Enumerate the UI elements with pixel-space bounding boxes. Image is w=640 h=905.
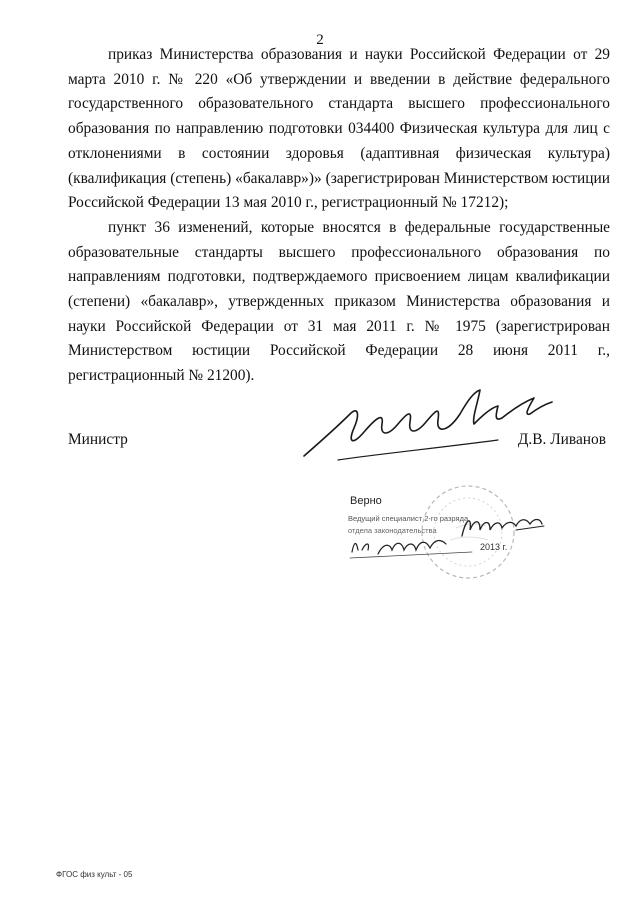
minister-name: Д.В. Ливанов (517, 431, 606, 448)
paragraph-1: приказ Министерства образования и науки Российской Федерации от 29 марта 2010 г. № 220 «Об утверждении и введении в действие федерального государственного образовательного стандарта высшего профессионального образования по направлению подготовки 034400 Физическая культура для лиц с отклонениями в состоянии здоровья (адаптивная физическая культура) (квалификация (степень) «бакалавр»)» (зарегистрирован Министерством юстиции Российской Федерации 13 мая 2010 г., регистрационный № 17212); (68, 46, 610, 212)
minister-title: Министр (68, 431, 128, 448)
footer-code: ФГОС физ культ - 05 (56, 870, 133, 879)
verno-label: Верно (350, 495, 382, 507)
document-body (68, 43, 610, 389)
certifier-department: отдела законодательства (348, 526, 437, 535)
paragraph-2: пункт 36 изменений, которые вносятся в федеральные государственные образовательные стандарты высшего профессионального образования по направлениям подготовки, подтверждаемого присвоением лицам квалификации (степени) «бакалавр», утвержденных приказом Министерства образования и науки Российской Федерации от 31 мая 2011 г. № 1975 (зарегистрирован Министерством юстиции Российской Федерации 28 июня 2011 г., регистрационный № 21200). (68, 218, 610, 385)
certification-year: 2013 г. (480, 542, 508, 552)
minister-signature (298, 384, 558, 466)
certifier-position: Ведущий специалист 2-го разряда (348, 514, 469, 523)
page-number: 2 (316, 32, 324, 48)
certification-block (330, 478, 580, 588)
